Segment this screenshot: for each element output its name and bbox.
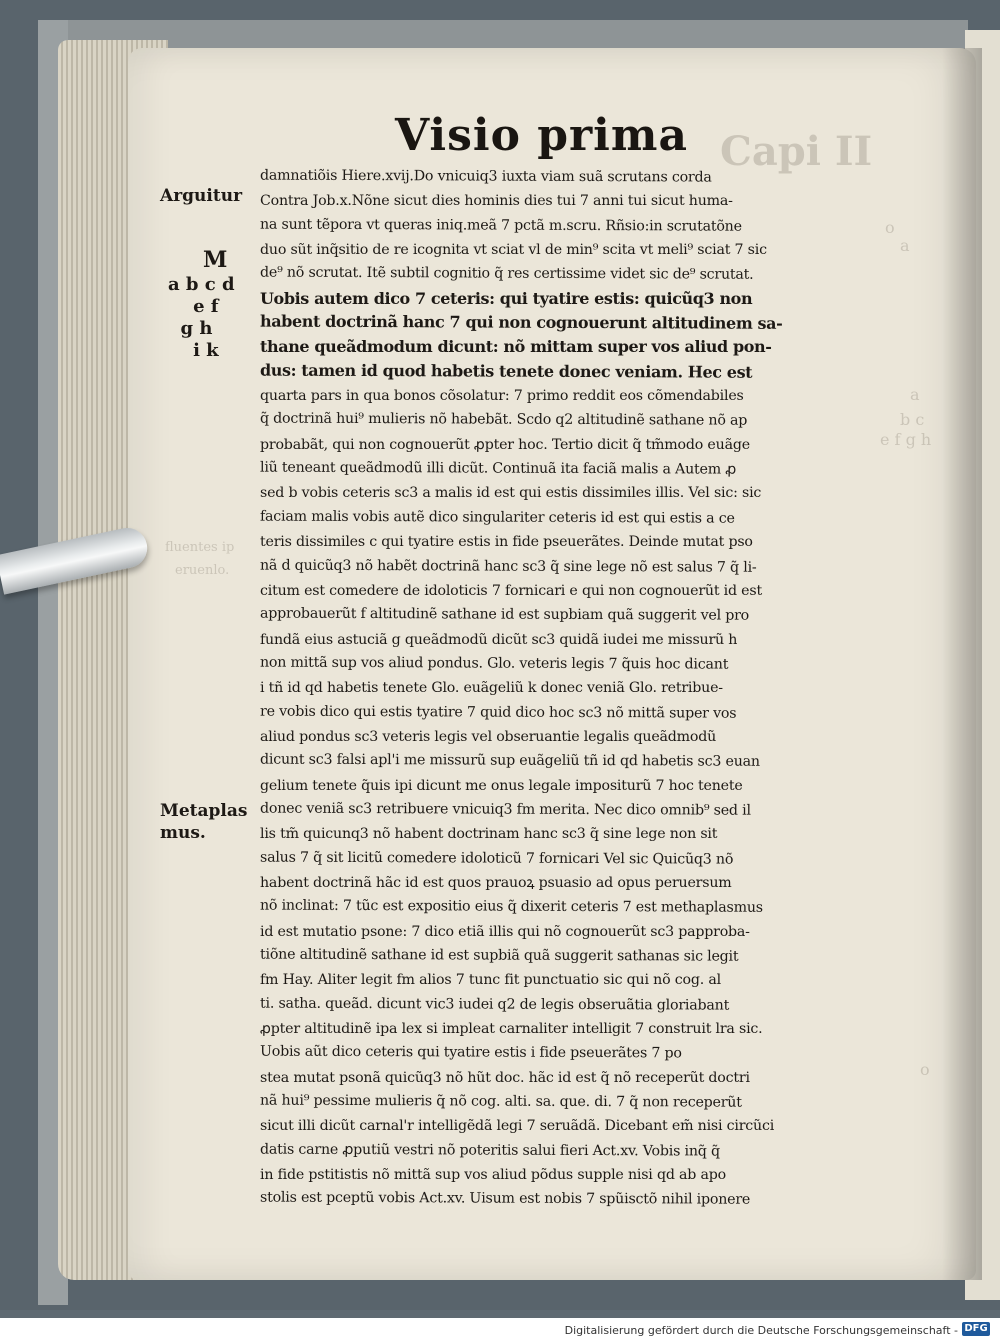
margin-note-arguitur: Arguitur — [160, 186, 243, 206]
text-line: fundã eius astuciã g queãdmodũ dicũt sc3 quidã iudei me missurũ h — [260, 631, 738, 648]
funding-credit: Digitalisierung gefördert durch die Deutsche Forschungsgemeinschaft - — [564, 1324, 958, 1337]
text-line: Contra Job.x.Nõne sicut dies hominis dies tui 7 anni tui sicut huma- — [260, 193, 733, 210]
text-line: na sunt tẽpora vt queras iniq.meã 7 pctã m.scru. Rñsio:in scrutatõne — [259, 216, 742, 235]
text-line: lis tm̃ quicunq3 nõ habent doctrinam hanc sc3 q̃ sine lege non sit — [260, 826, 718, 843]
text-line: aliud pondus sc3 veteris legis vel obseruantie legalis queãdmodũ — [260, 728, 717, 745]
margin-note-line: Metaplas — [160, 801, 248, 821]
text-line: q̃ doctrinã hui⁹ mulieris nõ habebãt. Scdo q2 altitudinẽ sathane nõ ap — [259, 411, 748, 430]
text-line: nõ inclinat: 7 tũc est expositio eius q̃ dixerit ceteris 7 est methaplasmus — [259, 897, 763, 917]
text-line: approbauerũt f altitudinẽ sathane id est supbiam quã suggerit vel pro — [259, 605, 750, 624]
bleed-through-text: e f g h — [880, 430, 932, 449]
text-line: re vobis dico qui estis tyatire 7 quid dico hoc sc3 nõ mittã super vos — [259, 703, 737, 722]
bleed-through-text: a — [900, 236, 910, 255]
text-line: ti. satha. queãd. dicunt vic3 iudei q2 de legis obseruãtia gloriabant — [259, 995, 730, 1014]
text-line: salus 7 q̃ sit licitũ comedere idoloticũ 7 fornicari Vel sic Quicũq3 nõ — [259, 849, 734, 868]
bleed-through-text: fluentes ip — [165, 540, 235, 555]
text-line: stea mutat psonã quicũq3 nõ hũt doc. hãc id est q̃ nõ receperũt doctri — [260, 1069, 750, 1086]
text-line: duo sũt inq̃sitio de re icognita vt sciat vl de min⁹ scita vt meli⁹ sciat 7 sic — [260, 242, 767, 259]
text-line: dicunt sc3 falsi apl'i me missurũ sup euãgeliũ tñ id qd habetis sc3 euan — [259, 751, 760, 770]
margin-initial-m: M — [203, 247, 228, 273]
margin-letters-row: a b c d — [168, 274, 235, 295]
text-line: sed b vobis ceteris sc3 a malis id est qui estis dissimiles illis. Vel sic: sic — [260, 485, 762, 502]
margin-note-line: mus. — [160, 823, 206, 843]
text-line: in fide pstitistis nõ mittã sup vos aliud põdus supple nisi qd ab apo — [260, 1167, 726, 1184]
text-line: Uobis aũt dico ceteris qui tyatire estis i fide pseuerãtes 7 po — [259, 1043, 682, 1062]
text-line: liũ teneant queãdmodũ illi dicũt. Continuã ita faciã malis a Autem ꝓ — [259, 459, 737, 478]
text-line: Uobis autem dico 7 ceteris: qui tyatire estis: quicũq3 non — [260, 288, 753, 308]
text-line: damnatiõis Hiere.xvij.Do vnicuiq3 iuxta viam suã scrutans corda — [259, 167, 712, 186]
text-line: probabãt, qui non cognouerũt ꝓpter hoc. Tertio dicit q̃ tm̃modo euãge — [260, 436, 750, 453]
text-line: dus: tamen id quod habetis tenete donec veniam. Hec est — [259, 360, 753, 382]
text-line: habent doctrinã hanc 7 qui non cognouerunt altitudinem sa- — [259, 311, 783, 333]
text-line: teris dissimiles c qui tyatire estis in fide pseuerãtes. Deinde mutat pso — [260, 534, 753, 551]
text-line: de⁹ nõ scrutat. Itẽ subtil cognitio q̃ res certissime videt sic de⁹ scrutat. — [259, 264, 754, 284]
margin-reference-letters — [168, 274, 235, 362]
margin-letters-row: e f — [168, 296, 219, 317]
dfg-logo: DFG — [962, 1322, 990, 1336]
margin-note-metaplasmus — [160, 800, 247, 844]
text-line: non mittã sup vos aliud pondus. Glo. veteris legis 7 q̃uis hoc dicant — [259, 654, 729, 673]
text-line: sicut illi dicũt carnal'r intelligẽdã legi 7 seruãdã. Dicebant em̃ nisi circũci — [260, 1118, 775, 1135]
bleed-through-text: b c — [900, 410, 925, 429]
text-line: stolis est pceptũ vobis Act.xv. Uisum est nobis 7 spũisctõ nihil iponere — [259, 1190, 751, 1209]
text-line: i tñ id qd habetis tenete Glo. euãgeliũ k donec veniã Glo. retribue- — [260, 680, 723, 697]
margin-letters-row: g h — [168, 318, 213, 339]
text-line: habent doctrinã hãc id est quos prauoꝝ psuasio ad opus peruersum — [260, 874, 732, 891]
main-text-column — [260, 165, 918, 1212]
book-gutter-shadow — [942, 48, 982, 1280]
text-line: quarta pars in qua bonos cõsolatur: 7 primo reddit eos cõmendabiles — [260, 388, 744, 405]
bleed-through-text: o — [885, 218, 895, 237]
text-line: tiõne altitudinẽ sathane id est supbiã quã suggerit sathanas sic legit — [259, 946, 739, 965]
text-line: datis carne ꝓputiũ vestri nõ poteritis salui fieri Act.xv. Vobis inq̃ q̃ — [259, 1141, 720, 1160]
bleed-through-text: o — [920, 1060, 930, 1079]
text-line: gelium tenete q̃uis ipi dicunt me onus legale impositurũ 7 hoc tenete — [260, 777, 743, 794]
bleed-through-title: Capi II — [720, 128, 873, 175]
bleed-through-text: a — [910, 385, 920, 404]
text-line: nã hui⁹ pessime mulieris q̃ nõ cog. alti. sa. que. di. 7 q̃ non receperũt — [259, 1092, 742, 1111]
text-line: id est mutatio psone: 7 dico etiã illis qui nõ cognouerũt sc3 papproba- — [260, 923, 750, 940]
text-line: donec veniã sc3 retribuere vnicuiq3 fm merita. Nec dico omnib⁹ sed il — [259, 800, 751, 819]
text-line: citum est comedere de idoloticis 7 fornicari e qui non cognouerũt id est — [260, 582, 762, 599]
text-line: thane queãdmodum dicunt: nõ mittam super vos aliud pon- — [260, 337, 772, 357]
text-line: nã d quicũq3 nõ habẽt doctrinã hanc sc3 q̃ sine lege nõ est salus 7 q̃ li- — [259, 557, 757, 576]
bleed-through-text: eruenlo. — [175, 563, 230, 578]
text-line: ꝓpter altitudinẽ ipa lex si impleat carnaliter intelligit 7 construit lra sic. — [260, 1021, 763, 1038]
text-line: faciam malis vobis autẽ dico singulariter ceteris id est qui estis a ce — [259, 508, 735, 527]
text-line: fm Hay. Aliter legit fm alios 7 tunc fit punctuatio sic qui nõ cog. al — [260, 972, 721, 989]
margin-letters-row: i k — [168, 340, 219, 361]
page-heading: Visio prima — [395, 110, 688, 161]
